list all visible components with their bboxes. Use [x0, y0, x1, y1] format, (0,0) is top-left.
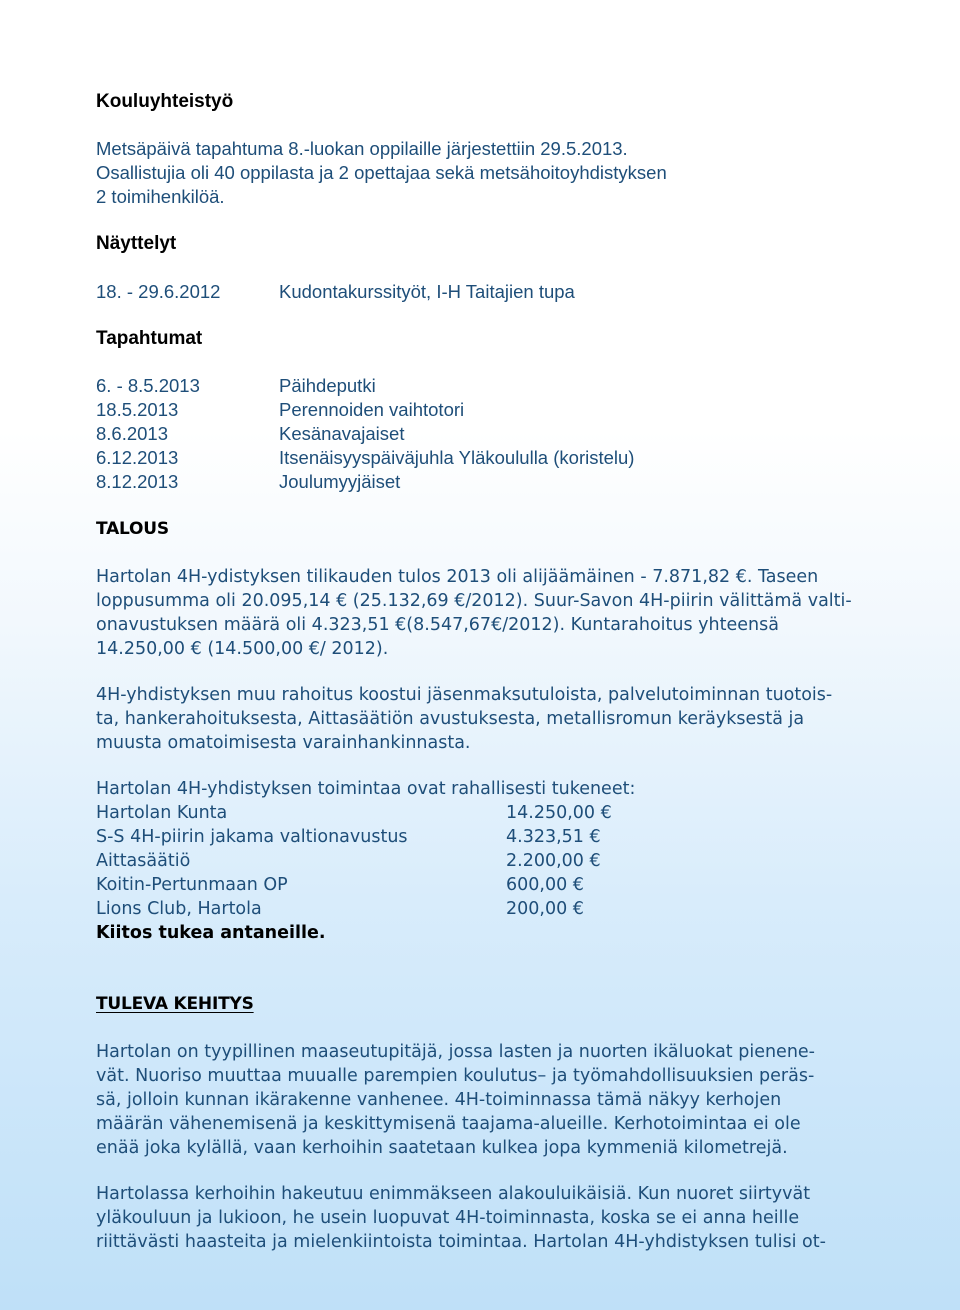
section-heading-tuleva-kehitys	[96, 992, 866, 1016]
text-line: onavustuksen määrä oli 4.323,51 €(8.547,67€/2012). Kuntarahoitus yhteensä	[96, 615, 779, 635]
supporter-row	[96, 897, 866, 921]
event-name: Kesänavajaiset	[279, 423, 405, 444]
event-date: 18.5.2013	[96, 399, 179, 420]
supporter-amount: 2.200,00 €	[506, 851, 601, 871]
text-line: Osallistujia oli 40 oppilasta ja 2 opettajaa sekä metsähoitoyhdistyksen	[96, 162, 667, 183]
supporter-amount: 14.250,00 €	[506, 803, 612, 823]
text-line: 2 toimihenkilöä.	[96, 186, 225, 207]
event-name: Joulumyyjäiset	[279, 471, 401, 492]
section-heading-text: TULEVA KEHITYS	[96, 994, 254, 1014]
supporter-row	[96, 801, 866, 825]
text-line: 4H-yhdistyksen muu rahoitus koostui jäsenmaksutuloista, palvelutoiminnan tuotois-	[96, 685, 833, 705]
supporter-row	[96, 849, 866, 873]
supporters-intro: Hartolan 4H-yhdistyksen toimintaa ovat rahallisesti tukeneet:	[96, 779, 636, 799]
text-line: enää joka kylällä, vaan kerhoihin saatetaan kulkea jopa kymmeniä kilometrejä.	[96, 1138, 788, 1158]
supporter-amount: 200,00 €	[506, 899, 584, 919]
section-heading-nayttelyt: Näyttelyt	[96, 233, 177, 254]
section-heading-kouluyhteistyo: Kouluyhteistyö	[96, 91, 234, 112]
text-line: määrän vähenemisenä ja keskittymisenä taajama-alueille. Kerhotoimintaa ei ole	[96, 1114, 801, 1134]
text-line: sä, jolloin kunnan ikärakenne vanhenee. 4H-toiminnassa tämä näkyy kerhojen	[96, 1090, 782, 1110]
text-line: Hartolan 4H-ydistyksen tilikauden tulos 2013 oli alijäämäinen - 7.871,82 €. Taseen	[96, 567, 819, 587]
text-line: loppusumma oli 20.095,14 € (25.132,69 €/2012). Suur-Savon 4H-piirin välittämä valti-	[96, 591, 852, 611]
supporter-name: Lions Club, Hartola	[96, 899, 262, 919]
supporter-row	[96, 873, 866, 897]
section-heading-tapahtumat: Tapahtumat	[96, 328, 203, 349]
event-row	[96, 422, 866, 446]
event-row	[96, 280, 866, 304]
text-line: muusta omatoimisesta varainhankinnasta.	[96, 733, 471, 753]
nayttelyt-list	[96, 280, 866, 304]
tapahtumat-list	[96, 374, 866, 494]
supporter-name: Aittasäätiö	[96, 851, 191, 871]
event-row	[96, 398, 866, 422]
thanks-line: Kiitos tukea antaneille.	[96, 923, 326, 943]
text-line: Hartolassa kerhoihin hakeutuu enimmäkseen alakouluikäisiä. Kun nuoret siirtyvät	[96, 1184, 811, 1204]
kouluyhteistyo-text	[96, 137, 866, 209]
text-line: vät. Nuoriso muuttaa muualle parempien koulutus– ja työmahdollisuuksien peräs-	[96, 1066, 815, 1086]
event-date: 8.12.2013	[96, 471, 179, 492]
supporter-name: Hartolan Kunta	[96, 803, 228, 823]
event-name: Päihdeputki	[279, 375, 376, 396]
event-row	[96, 374, 866, 398]
talous-paragraph-1	[96, 565, 866, 661]
supporter-name: S-S 4H-piirin jakama valtionavustus	[96, 827, 408, 847]
text-line: riittävästi haasteita ja mielenkiintoista toimintaa. Hartolan 4H-yhdistyksen tulisi ot-	[96, 1232, 826, 1252]
event-row	[96, 446, 866, 470]
event-date: 6.12.2013	[96, 447, 179, 468]
supporter-row	[96, 825, 866, 849]
event-name: Kudontakurssityöt, I-H Taitajien tupa	[279, 281, 575, 302]
tuleva-paragraph-1	[96, 1040, 866, 1160]
event-date: 18. - 29.6.2012	[96, 281, 221, 302]
talous-paragraph-2	[96, 683, 866, 755]
supporters-list	[96, 801, 866, 945]
event-date: 6. - 8.5.2013	[96, 375, 200, 396]
supporter-amount: 4.323,51 €	[506, 827, 601, 847]
text-line: Hartolan on tyypillinen maaseutupitäjä, jossa lasten ja nuorten ikäluokat pienene-	[96, 1042, 815, 1062]
event-name: Perennoiden vaihtotori	[279, 399, 465, 420]
section-heading-talous: TALOUS	[96, 519, 169, 539]
text-line: ta, hankerahoituksesta, Aittasäätiön avustuksesta, metallisromun keräyksestä ja	[96, 709, 805, 729]
text-line: yläkouluun ja lukioon, he usein luopuvat 4H-toiminnasta, koska se ei anna heille	[96, 1208, 800, 1228]
event-row	[96, 470, 866, 494]
supporter-name: Koitin-Pertunmaan OP	[96, 875, 288, 895]
event-name: Itsenäisyyspäiväjuhla Yläkoululla (koristelu)	[279, 447, 635, 468]
event-date: 8.6.2013	[96, 423, 169, 444]
supporter-amount: 600,00 €	[506, 875, 584, 895]
text-line: Metsäpäivä tapahtuma 8.-luokan oppilaille järjestettiin 29.5.2013.	[96, 138, 628, 159]
tuleva-paragraph-2	[96, 1182, 866, 1254]
text-line: 14.250,00 € (14.500,00 €/ 2012).	[96, 639, 389, 659]
